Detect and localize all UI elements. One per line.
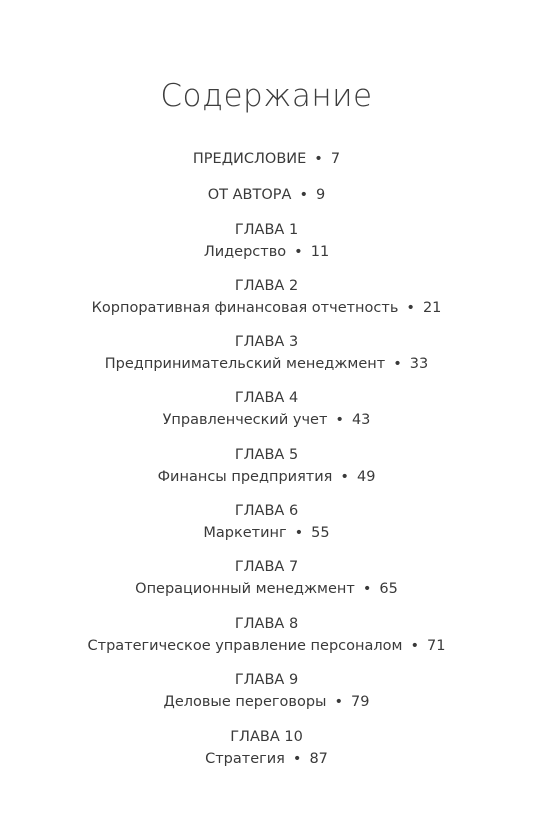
chapter-heading: ГЛАВА 8 (234, 616, 299, 632)
toc-entry-line (0, 749, 533, 769)
toc-entry-title: Операционный менеджмент (135, 581, 355, 597)
toc-entry-title: Предпринимательский менеджмент (104, 356, 386, 372)
toc-entry-title: Маркетинг (203, 525, 287, 541)
toc-entry-chapter-10[interactable] (0, 727, 533, 769)
toc-entry-title: Стратегическое управление персоналом (87, 638, 403, 654)
toc-entry-chapter-6[interactable] (0, 501, 533, 543)
toc-entry-line (0, 579, 533, 599)
page-title: Содержание (160, 78, 373, 114)
separator-dot: • (314, 151, 323, 167)
toc-entry-line (0, 354, 533, 374)
toc-entry-chapter-1[interactable] (0, 220, 533, 262)
chapter-heading: ГЛАВА 10 (230, 729, 303, 745)
toc-entry-title: Управленческий учет (162, 412, 328, 428)
toc-entry-page: 49 (356, 469, 376, 485)
toc-entry-title: ОТ АВТОРА (207, 187, 292, 203)
toc-entry-preface[interactable] (0, 149, 533, 169)
toc-entry-chapter-3[interactable] (0, 332, 533, 374)
toc-entry-page: 33 (409, 356, 429, 372)
toc-entry-page: 11 (310, 244, 330, 260)
chapter-heading: ГЛАВА 7 (234, 559, 299, 575)
toc-entry-from-author[interactable] (0, 185, 533, 205)
toc-entry-line (0, 298, 533, 318)
separator-dot: • (294, 244, 303, 260)
toc-entry-page: 21 (422, 300, 442, 316)
toc-entry-line (0, 410, 533, 430)
toc-entry-line (0, 149, 533, 169)
toc-entry-line (0, 242, 533, 262)
toc-entry-title: Деловые переговоры (163, 694, 327, 710)
separator-dot: • (406, 300, 415, 316)
separator-dot: • (292, 751, 302, 767)
chapter-heading: ГЛАВА 5 (234, 447, 299, 463)
separator-dot: • (410, 638, 419, 654)
toc-entry-title: Стратегия (205, 751, 285, 767)
toc-entry-title: Лидерство (203, 244, 287, 260)
chapter-heading: ГЛАВА 1 (234, 222, 299, 238)
chapter-heading: ГЛАВА 9 (234, 672, 299, 688)
toc-entry-title: ПРЕДИСЛОВИЕ (192, 151, 307, 167)
separator-dot: • (294, 525, 304, 541)
separator-dot: • (362, 581, 372, 597)
chapter-heading: ГЛАВА 6 (234, 503, 299, 519)
toc-entry-page: 71 (427, 638, 446, 654)
toc-entry-page: 43 (351, 412, 371, 428)
toc-entry-title: Корпоративная финансовая отчетность (91, 300, 399, 316)
toc-entry-page: 9 (316, 187, 326, 203)
toc-entry-page: 7 (330, 151, 341, 167)
toc-entry-chapter-4[interactable] (0, 388, 533, 430)
toc-entry-page: 55 (311, 525, 330, 541)
chapter-heading: ГЛАВА 2 (234, 278, 299, 294)
toc-entry-chapter-2[interactable] (0, 276, 533, 318)
separator-dot: • (393, 356, 402, 372)
toc-entry-chapter-9[interactable] (0, 670, 533, 712)
toc-entry-page: 87 (309, 751, 328, 767)
toc-entry-chapter-8[interactable] (0, 614, 533, 656)
toc-entry-page: 79 (351, 694, 370, 710)
separator-dot: • (335, 412, 344, 428)
toc-entry-chapter-7[interactable] (0, 557, 533, 599)
separator-dot: • (299, 187, 308, 203)
toc-entry-chapter-5[interactable] (0, 445, 533, 487)
toc-entry-line (0, 185, 533, 205)
chapter-heading: ГЛАВА 4 (234, 390, 299, 406)
separator-dot: • (340, 469, 349, 485)
toc-entry-page: 65 (379, 581, 398, 597)
chapter-heading: ГЛАВА 3 (234, 334, 299, 350)
toc-entry-line (0, 523, 533, 543)
toc-entry-line (0, 467, 533, 487)
toc-entry-title: Финансы предприятия (157, 469, 333, 485)
separator-dot: • (334, 694, 344, 710)
toc-entry-line (0, 692, 533, 712)
toc-entry-line (0, 636, 533, 656)
